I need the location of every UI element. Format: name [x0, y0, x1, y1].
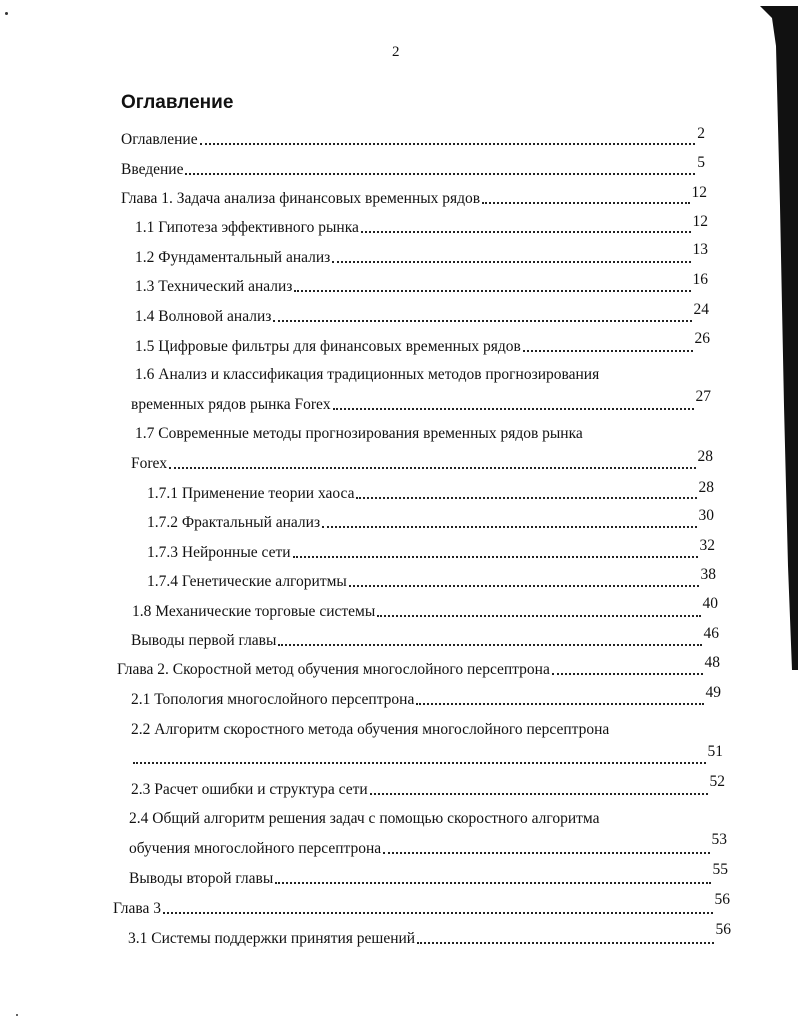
- toc-entry-title: 2.3 Расчет ошибки и структура сети: [131, 781, 368, 798]
- dot-leader: [185, 171, 695, 175]
- toc-entry[interactable]: [117, 654, 720, 679]
- toc-entry-page: 26: [694, 330, 710, 347]
- toc-entry-title: 1.1 Гипотеза эффективного рынка: [135, 219, 359, 236]
- toc-entry[interactable]: [135, 366, 710, 384]
- toc-entry-page: 51: [707, 743, 723, 760]
- toc-entry-title: 1.7.1 Применение теории хаоса: [147, 485, 355, 502]
- toc-entry-title: 2.1 Топология многослойного персептрона: [131, 691, 415, 708]
- toc-entry[interactable]: [147, 507, 714, 532]
- dot-leader: [417, 940, 713, 944]
- toc-entry[interactable]: [129, 810, 723, 828]
- toc-entry-page: 53: [711, 831, 727, 848]
- dot-leader: [294, 288, 690, 292]
- dot-leader: [370, 791, 708, 795]
- toc-entry-title: 1.7.3 Нейронные сети: [147, 544, 291, 561]
- scan-speck: [16, 1014, 18, 1016]
- toc-entry[interactable]: [131, 721, 721, 739]
- toc-entry-title: Глава 3: [113, 900, 162, 917]
- toc-entry[interactable]: [135, 271, 708, 296]
- toc-entry-page: 38: [700, 566, 716, 583]
- toc-entry-title: 1.7 Современные методы прогнозирования временных рядов рынка: [135, 425, 583, 442]
- toc-entry[interactable]: [121, 184, 707, 208]
- toc-entry-title: Оглавление: [121, 131, 198, 148]
- toc-entry-page: 16: [692, 271, 708, 288]
- dot-leader: [133, 760, 706, 764]
- dot-leader: [416, 701, 703, 705]
- dot-leader: [361, 229, 691, 233]
- toc-entry[interactable]: [121, 125, 705, 149]
- toc-entry[interactable]: [131, 388, 711, 414]
- toc-entry[interactable]: [129, 861, 728, 888]
- toc-entry-title: 1.7.2 Фрактальный анализ: [147, 514, 321, 531]
- toc-entry[interactable]: [147, 479, 714, 503]
- dot-leader: [200, 141, 696, 145]
- scan-edge-shadow: [758, 6, 798, 670]
- toc-entry[interactable]: [128, 921, 731, 948]
- dot-leader: [349, 583, 699, 587]
- toc-entry[interactable]: [147, 537, 715, 562]
- toc-entry[interactable]: [135, 301, 709, 326]
- toc-entry[interactable]: [129, 831, 727, 858]
- toc-entry-title: обучения многослойного персептрона: [129, 840, 382, 857]
- dot-leader: [552, 671, 703, 675]
- toc-entry-page: 56: [714, 891, 730, 908]
- toc-entry-page: 13: [692, 241, 708, 258]
- toc-entry-title: Глава 2. Скоростной метод обучения многослойного персептрона: [117, 661, 550, 678]
- dot-leader: [293, 554, 698, 558]
- dot-leader: [356, 495, 696, 499]
- dot-leader: [383, 850, 709, 854]
- scan-speck: [5, 12, 8, 15]
- toc-entry[interactable]: [135, 213, 708, 237]
- toc-entry[interactable]: [131, 625, 719, 650]
- toc-entry-page: 48: [704, 654, 720, 671]
- toc-entry-page: 28: [698, 479, 714, 496]
- dot-leader: [377, 613, 700, 617]
- toc-entry-page: 52: [709, 773, 725, 790]
- toc-entry-page: 27: [695, 388, 711, 405]
- toc-entry[interactable]: [135, 241, 708, 267]
- toc-entry-title: 1.3 Технический анализ: [135, 278, 293, 295]
- toc-entry-page: 46: [703, 625, 719, 642]
- toc-entry-page: 30: [698, 507, 714, 524]
- toc-entry[interactable]: [131, 684, 721, 709]
- toc-entry-title: Forex: [131, 455, 168, 472]
- toc-entry-page: 12: [691, 184, 707, 201]
- toc-entry-title: временных рядов рынка Forex: [131, 396, 331, 413]
- toc-entry-title: 3.1 Системы поддержки принятия решений: [128, 930, 416, 947]
- toc-entry-page: 5: [697, 154, 705, 171]
- toc-entry-title: 1.2 Фундаментальный анализ: [135, 249, 331, 266]
- toc-entry[interactable]: [131, 743, 723, 768]
- toc-entry[interactable]: [131, 448, 713, 473]
- toc-entry-page: 40: [702, 595, 718, 612]
- toc-entry[interactable]: [135, 425, 710, 443]
- dot-leader: [163, 910, 712, 914]
- toc-entry-title: 2.4 Общий алгоритм решения задач с помощью скоростного алгоритма: [129, 810, 600, 827]
- toc-entry-page: 55: [712, 861, 728, 878]
- dot-leader: [169, 465, 695, 469]
- toc-entry-title: 2.2 Алгоритм скоростного метода обучения многослойного персептрона: [131, 721, 610, 738]
- dot-leader: [523, 348, 693, 352]
- dot-leader: [278, 642, 701, 646]
- toc-entry-title: Выводы второй главы: [129, 870, 274, 887]
- toc-entry[interactable]: [147, 566, 716, 591]
- dot-leader: [332, 259, 690, 263]
- toc-entry[interactable]: [135, 330, 710, 356]
- toc-heading: Оглавление: [121, 92, 234, 113]
- toc-entry-page: 2: [697, 125, 705, 142]
- dot-leader: [273, 318, 691, 322]
- toc-entry-page: 24: [693, 301, 709, 318]
- dot-leader: [275, 880, 710, 884]
- toc-entry-title: Глава 1. Задача анализа финансовых временных рядов: [121, 190, 481, 207]
- toc-entry-page: 12: [692, 213, 708, 230]
- toc-entry-title: 1.8 Механические торговые системы: [132, 603, 376, 620]
- toc-entry-title: 1.4 Волновой анализ: [135, 308, 272, 325]
- toc-entry-page: 56: [715, 921, 731, 938]
- toc-entry-page: 28: [697, 448, 713, 465]
- toc-entry-title: 1.6 Анализ и классификация традиционных методов прогнозирования: [135, 366, 600, 383]
- toc-entry[interactable]: [121, 154, 705, 179]
- toc-entry-title: 1.7.4 Генетические алгоритмы: [147, 573, 347, 590]
- toc-entry[interactable]: [113, 891, 730, 918]
- toc-entry-page: 32: [699, 537, 715, 554]
- toc-entry[interactable]: [131, 773, 725, 799]
- dot-leader: [322, 524, 696, 528]
- dot-leader: [333, 406, 694, 410]
- toc-entry-title: Введение: [121, 161, 184, 178]
- dot-leader: [482, 200, 689, 204]
- page-number: 2: [392, 44, 400, 60]
- toc-entry-title: Выводы первой главы: [131, 632, 277, 649]
- toc-entry-title: 1.5 Цифровые фильтры для финансовых временных рядов: [135, 338, 521, 355]
- toc-entry[interactable]: [132, 595, 718, 621]
- toc-entry-page: 49: [705, 684, 721, 701]
